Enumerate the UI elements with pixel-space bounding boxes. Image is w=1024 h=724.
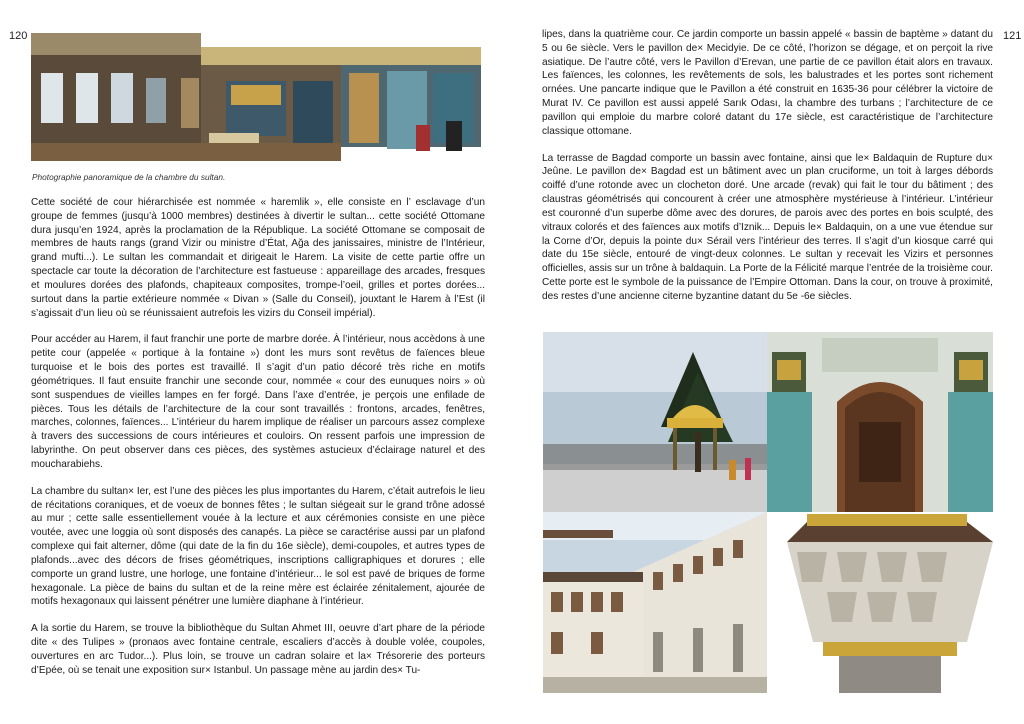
paragraph: lipes, dans la quatrième cour. Ce jardin comporte un bassin appelé « bassin de baptème » datant du 5 ou 6e siècle. Vers le pavillon de× Mecidyie. De ce côté, l’horizon se dégage, et on perçoit la rive asiatique. De l’autre côté, vers le Pavillon d’Erevan, une partie de ce pavillon était alors en travaux. Les faïences, les colonnes, les revêtements de sols, les balustrades et les portes sont richement ornées. Une pancarte indique que le Pavillon a été construit en 1635-36 pour célébrer la victoire de Murat IV. Ce pavillon est aussi appelé Sarık Odası, la chambre des turbans ; l’architecture de ce pavillon qui emploie du marbre coloré datant du 17e siècle, est caractéristique de l’architecture classique ottomane. — [542, 29, 993, 137]
paragraph: A la sortie du Harem, se trouve la bibliothèque du Sultan Ahmet III, oeuvre d’art phare de la période dite « des Tulipes » (pronaos avec fontaine centrale, escaliers d’accès à double volée, coupoles, ouvertures en arc Tudor...). Plus loin, se trouve un cadran solaire et la× Trésorerie des porteurs d’Epée, où se tenait une exposition sur× Istanbul. Un passage mène au jardin des× Tu- — [31, 623, 485, 676]
paragraph: Pour accéder au Harem, il faut franchir une porte de marbre dorée. À l’intérieur, nous accèdons à une petite cour (appelée « portique à la fontaine ») dont les murs sont revêtus de faïences bleue turquoise et le bois des portes est travaillé. Il s’agit d’un patio décoré très riche en motifs géométriques. Il faut ensuite franchir une seconde cour, nommée « cour des eunuques noirs » où sont suspendues de vieilles lampes en fer forgé. Dans l’axe d’entrée, je perçois une enfilade de pièces. Tous les détails de l’architecture de la cour sont travaillés : frontons, arcades, fenêtres, marches, colonnes, faïences... L’intérieur du harem implique de réaliser un parcours assez complexe à travers des successions de cours intérieures et couloirs. On ressent parfois une impression de labyrinthe. On peut observer dans ces pièces, des systèmes astucieux d’éclairage naturel et des moucharabiehs. — [31, 334, 485, 470]
sultan-chamber-panorama-photo — [31, 33, 481, 161]
paragraph: La terrasse de Bagdad comporte un bassin avec fontaine, ainsi que le× Baldaquin de Rupture du× Jeûne. Le pavillon de× Bagdad est un bâtiment avec un plan cruciforme, un toit à larges débords coiffé d’une rotonde avec un clocheton doré. Une arcade (revak) qui fait le tour du bâtiment ; des claustras géométrisés qui concourent à créer une atmosphère mystérieuse à l’intérieur. L’intérieur est couronné d’un superbe dôme avec des dorures, de parois avec des portes en bois sculpté, des vitraux colorés et des faïences aux motifs d’Iznik... Depuis le× Baldaquin, on a une vue étendue sur la Corne d’Or, depuis la pointe du× Sérail vers l’intérieur des terres. Il s’agit d’un kiosque carré qui date du 15e siècle, entouré de vingt-deux colonnes. Le sultan y recevait les Vizirs et personnes officielles, assis sur un trône à baldaquin. La Porte de la Félicité marque l’entrée de la troisième cour. Cette porte est le symbole de la puissance de l’Empire Ottoman. Dans la cour, on trouve à proximité, des restes d’une ancienne citerne byzantine datant du 5e -6e siècles. — [542, 152, 993, 302]
panorama-caption: Photographie panoramique de la chambre du sultan. — [32, 172, 226, 182]
page-number-left: 120 — [9, 30, 28, 42]
golden-baldaquin-photo — [543, 332, 767, 512]
left-text-column — [31, 196, 485, 691]
right-text-column — [542, 28, 993, 317]
harem-courtyard-photo — [543, 512, 767, 693]
muqarnas-capital-photo — [767, 512, 993, 693]
paragraph: La chambre du sultan× Ier, est l’une des pièces les plus importantes du Harem, c’était autrefois le lieu de récitations coraniques, et de voeux de bonnes fêtes ; le sultan siégeait sur le grand trône adossé au mur ; cette salle essentiellement vouée à la lecture et aux cérémonies consiste en une pièce voutée, avec une loggia où sont disposés des canapés. La pièce se caractérise aussi par un plafond complexe qui fait alterner, dôme (qui date de la fin du 16e siècle), demi-coupoles, et autres types de plafonds...avec des décors de frises géométriques, inscriptions calligraphiques et dorures ; elle comporte un grand lustre, une horloge, une fontaine d’intérieur... le sol est pavé de briques de forme hexagonale. La pièce de bains du sultan et de la reine mère est éclairée zénitalement, ajourée de motifs hexagonaux qui laissent pénétrer une lumière diaphane à l’intérieur. — [31, 485, 485, 608]
page-number-right: 121 — [1003, 30, 1022, 42]
paragraph: Cette société de cour hiérarchisée est nommée « haremlik », elle consiste en l’ esclavage d’un groupe de femmes (jusqu’à 1000 membres) destinées à divertir le sultan... cette société Ottomane dura jusqu’en 1924, après la proclamation de la République. La société Ottomane se composait de membres de hauts rangs (grand Vizir ou ministre d’État, Ağa des janissaires, ministre de l’Intérieur, grand mufti...). Le sultan les commandait et dirigeait le Harem. La visite de cette partie offre un spectacle car toute la décoration de l’architecture est fastueuse : appareillage des arcades, fresques et moulures dorées des plafonds, chapiteaux composites, trompe-l’oeil, grilles et portes dorées... surtout dans la partie extérieure nommée « Divan » (Salle du Conseil), jouxtant le Harem à l’Est (il s’agissait d’un lieu où se réunissaient autrefois les vizirs du Conseil impérial). — [31, 197, 485, 319]
tiled-doorway-photo — [767, 332, 993, 512]
